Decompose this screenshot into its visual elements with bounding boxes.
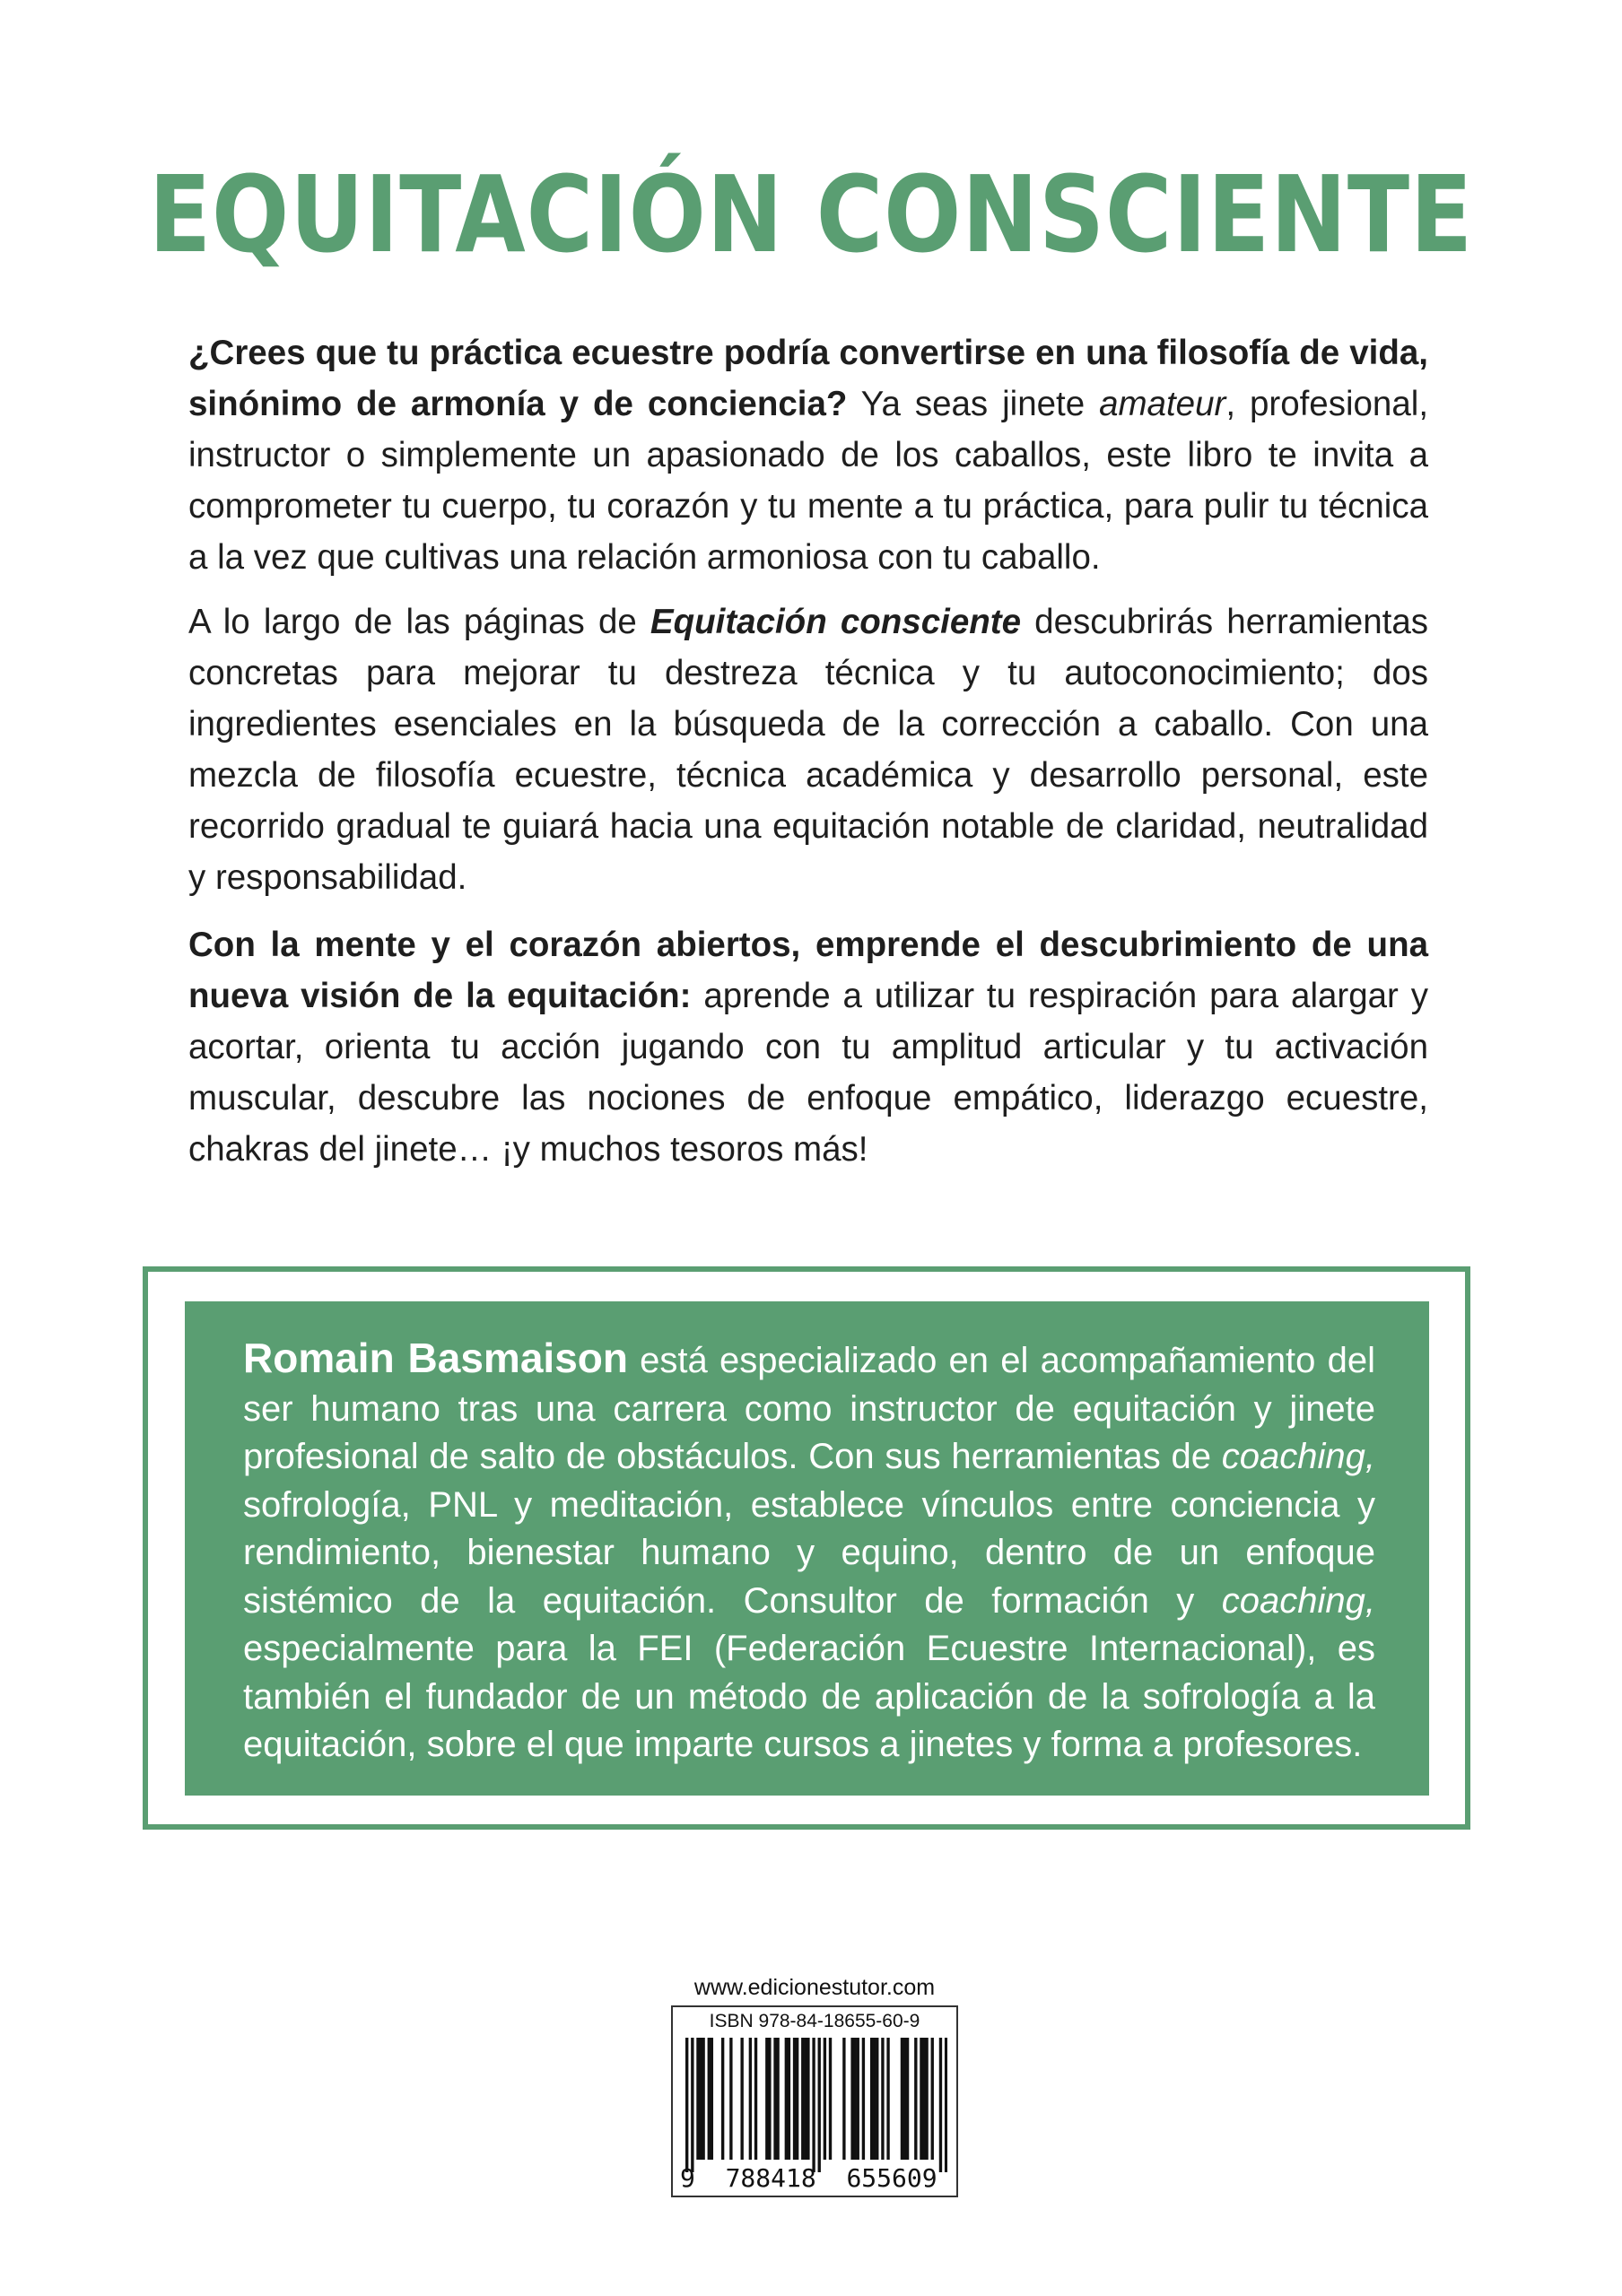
ean-digits xyxy=(680,2163,949,2193)
author-bio xyxy=(243,1335,1375,1770)
barcode-bar xyxy=(925,2038,928,2160)
barcode-bar xyxy=(922,2038,925,2160)
synopsis-text: aprende a utilizar tu respiración para alargar y acortar, orienta tu acción jugando con tu amplitud articular y tu activación muscular, descubre las nociones de enfoque empático, liderazgo ecuestre, chakras del jinete… ¡y muchos tesoros más! xyxy=(188,977,1429,1169)
barcode-bar xyxy=(906,2038,909,2160)
ean-right-group: 655609 xyxy=(846,2163,937,2193)
barcode-bar xyxy=(853,2038,856,2160)
book-title-reference: Equitación consciente xyxy=(650,603,1021,641)
synopsis-italic-word: amateur xyxy=(1099,385,1226,423)
isbn-label: ISBN 978-84-18655-60-9 xyxy=(709,2011,920,2031)
barcode-bar xyxy=(788,2038,790,2160)
barcode-bar xyxy=(776,2038,779,2160)
synopsis-lead: Con la mente y el corazón abiertos, emprende el descubrimiento de una nueva visión de la equitación: xyxy=(188,926,1428,1015)
synopsis-text: descubrirás herramientas concretas para mejorar tu destreza técnica y tu autoconocimiento; dos ingredientes esenciales en la búsqueda de la corrección a caballo. Con una mezcla de filosofía ecuestre, técnica académica y desarrollo personal, este recorrido gradual te guiará hacia una equitación notable de claridad, neutralidad y responsabilidad. xyxy=(188,603,1428,897)
author-bio-text: está especializado en el acompañamiento del ser humano tras una carrera como instructor de equitación y jinete profesional de salto de obstáculos. Con sus herramientas de xyxy=(243,1341,1375,1476)
barcode-bar xyxy=(829,2038,832,2160)
synopsis-text: Ya seas jinete xyxy=(847,385,1100,423)
barcode-bar xyxy=(768,2038,771,2160)
barcode-bar xyxy=(842,2038,845,2160)
barcode-bar xyxy=(696,2038,699,2160)
barcode-bar xyxy=(765,2038,768,2160)
barcode-bar xyxy=(876,2038,878,2160)
barcode-bar xyxy=(850,2038,853,2160)
author-bio-text: sofrología, PNL y meditación, establece vínculos entre conciencia y rendimiento, bienestar humano y equino, dentro de un enfoque sistémico de la equitación. Consultor de formación y xyxy=(243,1484,1375,1621)
barcode-bar xyxy=(945,2038,947,2172)
barcode-bar xyxy=(708,2038,711,2160)
barcode-bar xyxy=(901,2038,903,2160)
ean-first-digit: 9 xyxy=(680,2163,695,2193)
synopsis-text: , profesional, instructor o simplemente un apasionado de los caballos, este libro te invita a comprometer tu cuerpo, tu corazón y tu mente a tu práctica, para pulir tu técnica a la vez que cultivas una relación armoniosa con tu caballo. xyxy=(188,385,1429,577)
synopsis-paragraph-3 xyxy=(188,919,1428,1175)
barcode-bar xyxy=(699,2038,702,2160)
synopsis-question: ¿Crees que tu práctica ecuestre podría convertirse en una filosofía de vida, sinónimo de armonía y de conciencia? xyxy=(188,334,1428,423)
barcode-bar xyxy=(685,2038,688,2172)
barcode-bar xyxy=(754,2038,757,2160)
ean-left-group: 788418 xyxy=(725,2163,816,2193)
barcode-bar xyxy=(740,2038,743,2160)
author-name: Romain Basmaison xyxy=(243,1335,628,1381)
synopsis-paragraph-2 xyxy=(188,596,1428,903)
barcode-bar xyxy=(702,2038,704,2160)
barcode-bar xyxy=(824,2038,826,2160)
author-bio-italic: coaching, xyxy=(1221,1437,1375,1476)
barcode-bar xyxy=(807,2038,809,2160)
barcode-bar xyxy=(881,2038,884,2160)
barcode-bar xyxy=(873,2038,876,2160)
barcode-bar xyxy=(785,2038,788,2160)
book-title: EQUITACIÓN CONSCIENTE xyxy=(148,152,1474,276)
barcode-bar xyxy=(920,2038,922,2160)
barcode-bar xyxy=(914,2038,917,2160)
barcode-bar xyxy=(721,2038,724,2160)
barcode-bar xyxy=(793,2038,796,2160)
barcode-bar xyxy=(903,2038,906,2160)
synopsis-text: A lo largo de las páginas de xyxy=(188,603,650,641)
barcode-bar xyxy=(939,2038,942,2172)
barcode-bar xyxy=(804,2038,807,2160)
author-bio-text: especialmente para la FEI (Federación Ecuestre Internacional), es también el fundador de un método de aplicación de la sofrología a la equitación, sobre el que imparte cursos a jinetes y forma a profesores. xyxy=(243,1629,1375,1764)
barcode-bar xyxy=(773,2038,776,2160)
barcode-bar xyxy=(862,2038,865,2160)
barcode-bar xyxy=(931,2038,934,2160)
barcode-bar xyxy=(812,2038,815,2172)
author-bio-italic: coaching, xyxy=(1221,1580,1375,1621)
barcode-bar xyxy=(691,2038,693,2172)
barcode-icon xyxy=(685,2038,947,2172)
barcode-bar xyxy=(886,2038,889,2160)
barcode-panel xyxy=(671,2005,958,2197)
barcode-bar xyxy=(818,2038,821,2172)
barcode-bar xyxy=(801,2038,804,2160)
synopsis-paragraph-1 xyxy=(188,327,1428,583)
barcode-bar xyxy=(729,2038,732,2160)
barcode-bar xyxy=(796,2038,798,2160)
barcode-bar xyxy=(749,2038,752,2160)
publisher-website[interactable]: www.edicionestutor.com xyxy=(693,1975,936,2000)
barcode-bar xyxy=(857,2038,859,2160)
barcode-bar xyxy=(711,2038,713,2160)
barcode-bar xyxy=(870,2038,873,2160)
